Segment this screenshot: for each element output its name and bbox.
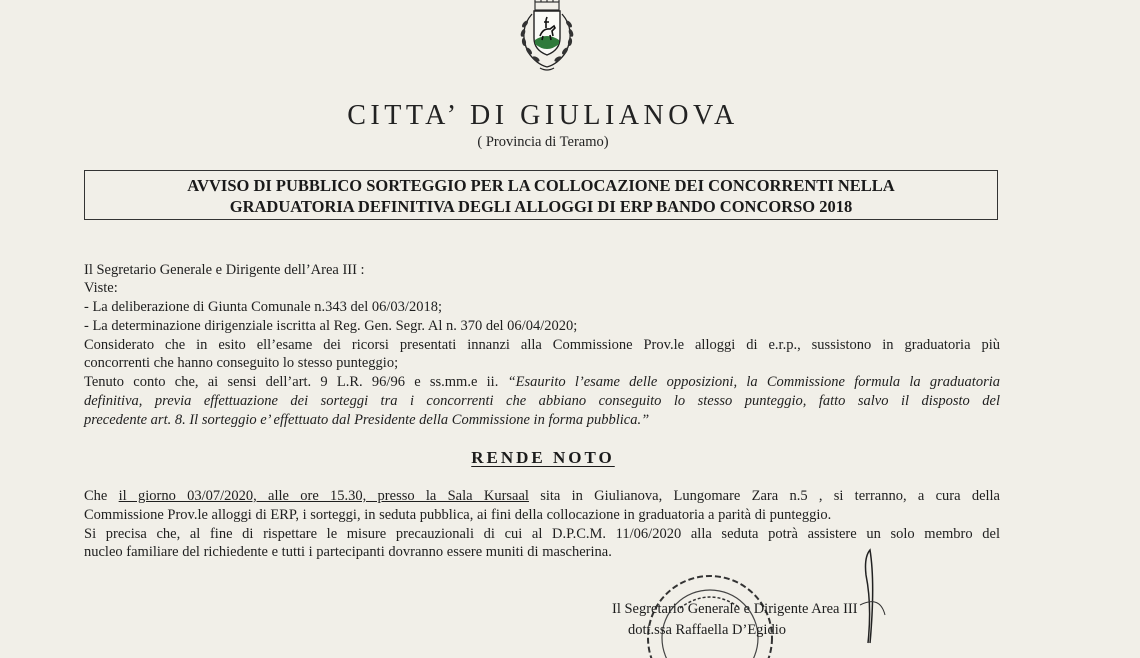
- rende-noto-label: RENDE NOTO: [471, 448, 615, 467]
- tenuto-plain-text: Tenuto conto che, ai sensi dell’art. 9 L.R. 96/96 e ss.mm.e ii.: [84, 374, 508, 390]
- notice-line-2: Commissione Prov.le alloggi di ERP, i sorteggi, in seduta pubblica, ai fini della collocazione in graduatoria a parità di punteggio.: [84, 507, 832, 523]
- considerato-line-1: Considerato che in esito ell’esame dei ricorsi presentati innanzi alla Commissione Prov.le alloggi di e.r.p., sussistono in graduatoria più: [84, 337, 1000, 353]
- notice-line-3: Si precisa che, al fine di rispettare le misure precauzionali di cui al D.P.C.M. 11/06/2020 alla seduta potrà assistere un solo membro del: [84, 526, 1000, 542]
- notice-date-place: il giorno 03/07/2020, alle ore 15.30, presso la Sala Kursaal: [118, 488, 529, 504]
- quote-line-2: definitiva, previa effettuazione dei sorteggi tra i concorrenti che abbiano conseguito lo stesso punteggio, fatto salvo il disposto del: [84, 393, 1000, 409]
- handwritten-signature-icon: [840, 545, 900, 645]
- rende-noto-heading: [0, 448, 1086, 468]
- notice-line-4: nucleo familiare del richiedente e tutti i partecipanti dovranno essere muniti di mascherina.: [84, 544, 612, 560]
- notice-title-line-1: AVVISO DI PUBBLICO SORTEGGIO PER LA COLLOCAZIONE DEI CONCORRENTI NELLA: [187, 176, 895, 195]
- city-name-heading: CITTA’ DI GIULIANOVA: [347, 100, 739, 131]
- notice-title-box: [84, 170, 998, 220]
- signatory-name: dott.ssa Raffaella D’Egidio: [628, 622, 786, 638]
- province-subtitle: ( Provincia di Teramo): [477, 134, 609, 150]
- considerato-line-2: concorrenti che hanno conseguito lo stesso punteggio;: [84, 355, 399, 371]
- notice-title-line-2: GRADUATORIA DEFINITIVA DEGLI ALLOGGI DI ERP BANDO CONCORSO 2018: [229, 197, 853, 216]
- viste-item-1: - La deliberazione di Giunta Comunale n.343 del 06/03/2018;: [84, 299, 442, 315]
- city-coat-of-arms-icon: [510, 0, 584, 76]
- signatory-role: Il Segretario Generale e Dirigente Area III: [612, 601, 858, 617]
- tenuto-line-1: [84, 373, 1000, 391]
- notice-che: Che: [84, 488, 119, 504]
- intro-text: Il Segretario Generale e Dirigente dell’Area III :: [84, 262, 365, 278]
- tenuto-quote-start: “Esaurito l’esame delle opposizioni, la Commissione formula la graduatoria: [507, 374, 1000, 390]
- viste-label: Viste:: [84, 280, 118, 296]
- viste-item-2: - La determinazione dirigenziale iscritta al Reg. Gen. Segr. Al n. 370 del 06/04/2020;: [84, 318, 578, 334]
- quote-line-3: precedente art. 8. Il sorteggio e’ effettuato dal Presidente della Commissione in forma pubblica.”: [84, 412, 650, 428]
- notice-rest: sita in Giulianova, Lungomare Zara n.5 , si terranno, a cura della: [528, 488, 1000, 504]
- notice-line-1: [84, 487, 1000, 505]
